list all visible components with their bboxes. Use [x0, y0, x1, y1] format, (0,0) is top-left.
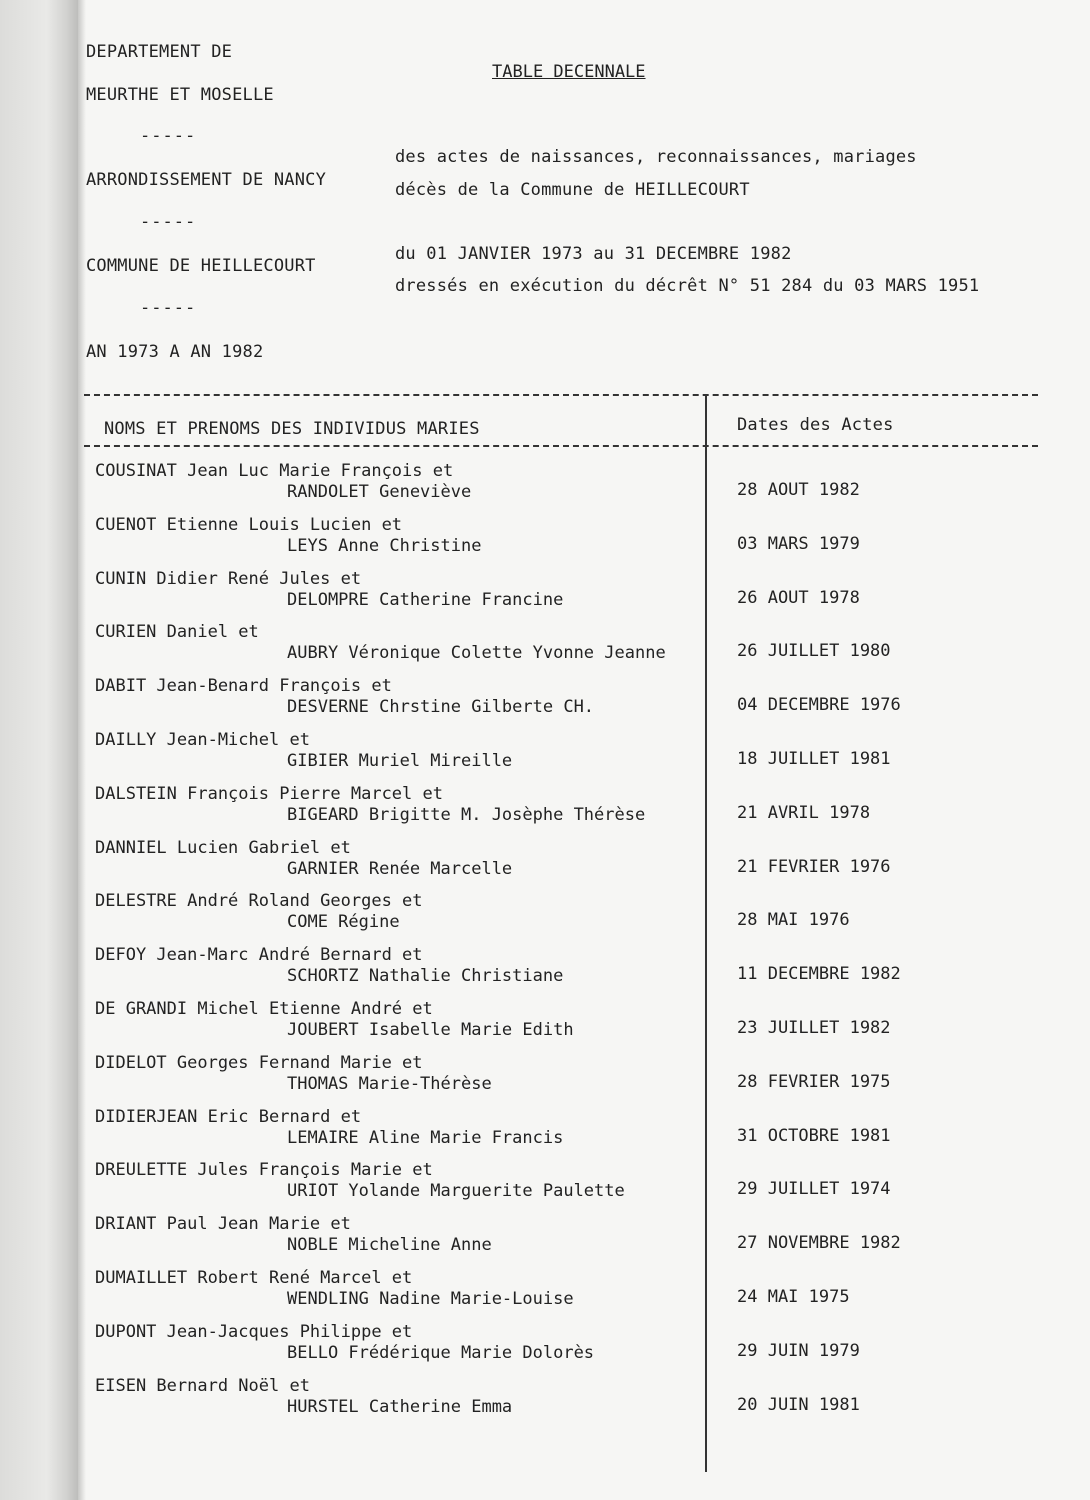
- spouse-1-name: DELESTRE André Roland Georges et: [95, 891, 423, 911]
- marriage-date: 28 MAI 1976: [737, 910, 850, 930]
- page-title: TABLE DECENNALE: [492, 62, 646, 82]
- separator: -----: [140, 298, 197, 318]
- marriage-date: 24 MAI 1975: [737, 1287, 850, 1307]
- spouse-1-name: DEFOY Jean-Marc André Bernard et: [95, 945, 423, 965]
- commune-label: COMMUNE DE HEILLECOURT: [86, 256, 316, 276]
- spouse-2-name: NOBLE Micheline Anne: [287, 1235, 492, 1255]
- table-top-rule: [84, 394, 1038, 396]
- spouse-2-name: DESVERNE Chrstine Gilberte CH.: [287, 697, 595, 717]
- spouse-2-name: JOUBERT Isabelle Marie Edith: [287, 1020, 574, 1040]
- marriage-date: 21 AVRIL 1978: [737, 803, 871, 823]
- spouse-2-name: BIGEARD Brigitte M. Josèphe Thérèse: [287, 805, 646, 825]
- spouse-2-name: BELLO Frédérique Marie Dolorès: [287, 1343, 595, 1363]
- description-line-2: décès de la Commune de HEILLECOURT: [395, 180, 750, 200]
- spouse-1-name: DE GRANDI Michel Etienne André et: [95, 999, 433, 1019]
- marriage-date: 20 JUIN 1981: [737, 1395, 860, 1415]
- marriage-date: 29 JUIN 1979: [737, 1341, 860, 1361]
- marriage-date: 03 MARS 1979: [737, 534, 860, 554]
- spouse-2-name: GARNIER Renée Marcelle: [287, 859, 513, 879]
- spouse-1-name: DREULETTE Jules François Marie et: [95, 1160, 433, 1180]
- marriage-date: 27 NOVEMBRE 1982: [737, 1233, 901, 1253]
- period-line-2: dressés en exécution du décrêt N° 51 284 du 03 MARS 1951: [395, 276, 980, 296]
- marriage-date: 29 JUILLET 1974: [737, 1179, 891, 1199]
- marriage-date: 28 FEVRIER 1975: [737, 1072, 891, 1092]
- separator: -----: [140, 126, 197, 146]
- page-binding: [0, 0, 78, 1500]
- table-column-divider: [705, 394, 707, 1472]
- spouse-1-name: DALSTEIN François Pierre Marcel et: [95, 784, 443, 804]
- binding-shadow: [78, 0, 86, 1500]
- marriage-date: 26 JUILLET 1980: [737, 641, 891, 661]
- spouse-2-name: LEMAIRE Aline Marie Francis: [287, 1128, 564, 1148]
- spouse-1-name: DUPONT Jean-Jacques Philippe et: [95, 1322, 413, 1342]
- spouse-1-name: CUENOT Etienne Louis Lucien et: [95, 515, 403, 535]
- spouse-2-name: HURSTEL Catherine Emma: [287, 1397, 513, 1417]
- marriage-date: 26 AOUT 1978: [737, 588, 860, 608]
- marriage-date: 04 DECEMBRE 1976: [737, 695, 901, 715]
- spouse-1-name: EISEN Bernard Noël et: [95, 1376, 310, 1396]
- description-line-1: des actes de naissances, reconnaissances, mariages: [395, 147, 917, 167]
- department-name: MEURTHE ET MOSELLE: [86, 85, 274, 105]
- spouse-1-name: COUSINAT Jean Luc Marie François et: [95, 461, 454, 481]
- year-range: AN 1973 A AN 1982: [86, 342, 264, 362]
- marriage-date: 21 FEVRIER 1976: [737, 857, 891, 877]
- marriage-date: 23 JUILLET 1982: [737, 1018, 891, 1038]
- names-column-header: NOMS ET PRENOMS DES INDIVIDUS MARIES: [104, 419, 480, 439]
- spouse-2-name: LEYS Anne Christine: [287, 536, 482, 556]
- period-line-1: du 01 JANVIER 1973 au 31 DECEMBRE 1982: [395, 244, 792, 264]
- arrondissement-label: ARRONDISSEMENT DE NANCY: [86, 170, 327, 190]
- spouse-2-name: SCHORTZ Nathalie Christiane: [287, 966, 564, 986]
- spouse-1-name: DUMAILLET Robert René Marcel et: [95, 1268, 413, 1288]
- spouse-1-name: DAILLY Jean-Michel et: [95, 730, 310, 750]
- spouse-2-name: GIBIER Muriel Mireille: [287, 751, 513, 771]
- spouse-2-name: RANDOLET Geneviève: [287, 482, 472, 502]
- marriage-date: 31 OCTOBRE 1981: [737, 1126, 891, 1146]
- spouse-2-name: AUBRY Véronique Colette Yvonne Jeanne: [287, 643, 666, 663]
- spouse-1-name: CUNIN Didier René Jules et: [95, 569, 362, 589]
- separator: -----: [140, 212, 197, 232]
- spouse-2-name: URIOT Yolande Marguerite Paulette: [287, 1181, 625, 1201]
- spouse-2-name: COME Régine: [287, 912, 400, 932]
- spouse-1-name: DIDELOT Georges Fernand Marie et: [95, 1053, 423, 1073]
- spouse-1-name: DANNIEL Lucien Gabriel et: [95, 838, 351, 858]
- spouse-2-name: DELOMPRE Catherine Francine: [287, 590, 564, 610]
- marriage-date: 28 AOUT 1982: [737, 480, 860, 500]
- spouse-1-name: DIDIERJEAN Eric Bernard et: [95, 1107, 362, 1127]
- spouse-1-name: DABIT Jean-Benard François et: [95, 676, 392, 696]
- spouse-2-name: WENDLING Nadine Marie-Louise: [287, 1289, 574, 1309]
- table-header-rule: [84, 445, 1038, 447]
- spouse-1-name: DRIANT Paul Jean Marie et: [95, 1214, 351, 1234]
- spouse-2-name: THOMAS Marie-Thérèse: [287, 1074, 492, 1094]
- marriage-date: 11 DECEMBRE 1982: [737, 964, 901, 984]
- department-label: DEPARTEMENT DE: [86, 42, 233, 62]
- dates-column-header: Dates des Actes: [737, 415, 894, 435]
- marriage-date: 18 JUILLET 1981: [737, 749, 891, 769]
- spouse-1-name: CURIEN Daniel et: [95, 622, 259, 642]
